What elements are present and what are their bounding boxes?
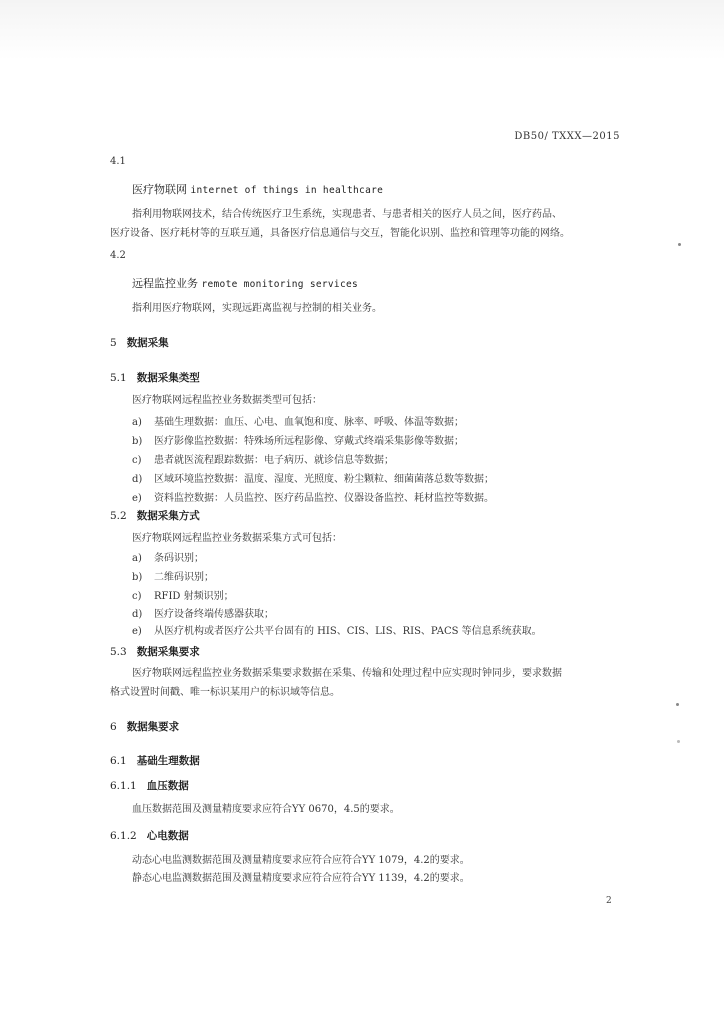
section-intro: 医疗物联网远程监控业务数据类型可包括： xyxy=(132,395,322,406)
standard-code-header: DB50/ TXXX—2015 xyxy=(514,131,620,142)
section-body: 动态心电监测数据范围及测量精度要求应符合应符合YY 1079，4.2的要求。 xyxy=(132,855,470,866)
definition-text: 医疗设备、医疗耗材等的互联互通，具备医疗信息通信与交互，智能化识别、监控和管理等功能的网络。 xyxy=(110,228,570,239)
section-body: 格式设置时间戳、唯一标识某用户的标识域等信息。 xyxy=(110,687,340,698)
term-heading xyxy=(132,275,358,291)
section-heading: 6.1 基础生理数据 xyxy=(110,755,200,767)
term-en: remote monitoring services xyxy=(201,279,359,290)
section-body: 医疗物联网远程监控业务数据采集要求数据在采集、传输和处理过程中应实现时钟同步，要求数据 xyxy=(132,668,562,679)
list-item: b) 医疗影像监控数据：特殊场所远程影像、穿戴式终端采集影像等数据； xyxy=(132,436,464,447)
section-heading: 6 数据集要求 xyxy=(110,721,180,733)
scan-speck xyxy=(676,703,679,706)
section-heading: 6.1.2 心电数据 xyxy=(110,830,189,842)
section-heading: 5.1 数据采集类型 xyxy=(110,372,200,384)
clause-number: 4.2 xyxy=(110,250,126,261)
clause-number: 4.1 xyxy=(110,156,126,167)
section-heading: 5.3 数据采集要求 xyxy=(110,646,200,658)
scan-shadow xyxy=(0,0,724,60)
section-intro: 医疗物联网远程监控业务数据采集方式可包括： xyxy=(132,533,342,544)
list-item: b) 二维码识别； xyxy=(132,572,214,583)
list-item: d) 区域环境监控数据：温度、湿度、光照度、粉尘颗粒、细菌菌落总数等数据； xyxy=(132,474,494,485)
term-cn: 医疗物联网 xyxy=(132,183,187,196)
definition-text: 指利用医疗物联网，实现远距离监视与控制的相关业务。 xyxy=(132,303,382,314)
scan-speck xyxy=(678,243,681,246)
section-body: 静态心电监测数据范围及测量精度要求应符合应符合YY 1139，4.2的要求。 xyxy=(132,873,470,884)
list-item: d) 医疗设备终端传感器获取； xyxy=(132,609,274,620)
term-heading xyxy=(132,181,383,197)
list-item: c) 患者就医流程跟踪数据：电子病历、就诊信息等数据； xyxy=(132,455,394,466)
section-body: 血压数据范围及测量精度要求应符合YY 0670，4.5的要求。 xyxy=(132,804,400,815)
definition-text: 指利用物联网技术，结合传统医疗卫生系统，实现患者、与患者相关的医疗人员之间，医疗药品、 xyxy=(132,209,562,220)
list-item: c) RFID 射频识别； xyxy=(132,591,234,602)
section-heading: 5.2 数据采集方式 xyxy=(110,510,200,522)
list-item: a) 条码识别； xyxy=(132,553,204,564)
section-heading: 5 数据采集 xyxy=(110,337,169,349)
page-number: 2 xyxy=(606,896,612,906)
list-item: e) 从医疗机构或者医疗公共平台固有的 HIS、CIS、LIS、RIS、PACS 等信息系统获取。 xyxy=(132,626,542,637)
list-item: a) 基础生理数据：血压、心电、血氧饱和度、脉率、呼吸、体温等数据； xyxy=(132,417,464,428)
section-heading: 6.1.1 血压数据 xyxy=(110,780,189,792)
term-cn: 远程监控业务 xyxy=(132,277,198,290)
list-item: e) 资料监控数据：人员监控、医疗药品监控、仪器设备监控、耗材监控等数据。 xyxy=(132,493,494,504)
term-en: internet of things in healthcare xyxy=(190,185,384,196)
scan-speck xyxy=(677,740,680,743)
